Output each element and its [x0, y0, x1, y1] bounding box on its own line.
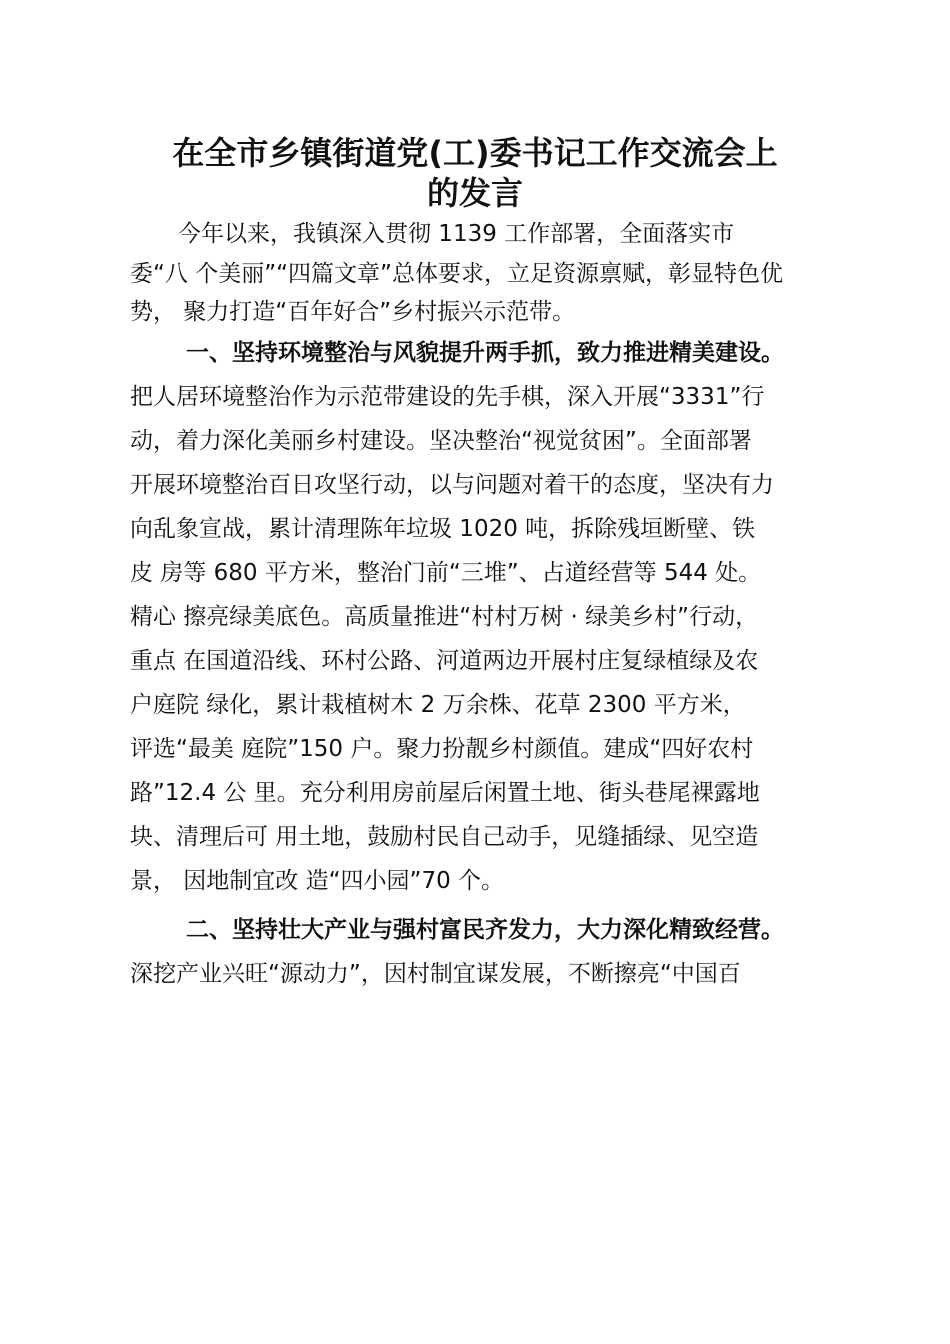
section-1-heading: 一、坚持环境整治与风貌提升两手抓，致力推进精美建设。: [186, 340, 784, 366]
section-1-line-1: 把人居环境整治作为示范带建设的先手棋，深入开展“3331”行: [130, 384, 765, 410]
document-title-line-2: 的发言: [426, 174, 523, 212]
section-1-line-7: 重点 在国道沿线、环村公路、河道两边开展村庄复绿植绿及农: [130, 648, 759, 674]
section-1-line-6: 精心 擦亮绿美底色。高质量推进“村村万树 · 绿美乡村”行动，: [130, 604, 759, 630]
section-1-line-4: 向乱象宣战，累计清理陈年垃圾 1020 吨，拆除残垣断壁、铁: [130, 516, 756, 542]
section-1-line-8: 户庭院 绿化，累计栽植树木 2 万余株、花草 2300 平方米，: [130, 692, 746, 718]
intro-line-3: 势， 聚力打造“百年好合”乡村振兴示范带。: [130, 299, 576, 325]
section-1-line-3: 开展环境整治百日攻坚行动，以与问题对着干的态度，坚决有力: [130, 472, 774, 498]
document-title-line-1: 在全市乡镇街道党(工)委书记工作交流会上: [172, 134, 778, 172]
intro-line-2: 委“八 个美丽”“四篇文章”总体要求，立足资源禀赋，彰显特色优: [130, 261, 783, 287]
section-1-line-5: 皮 房等 680 平方米，整治门前“三堆”、占道经营等 544 处。: [130, 560, 762, 586]
section-1-line-10: 路”12.4 公 里。充分利用房前屋后闲置土地、街头巷尾裸露地: [130, 780, 760, 806]
section-2-line-1: 深挖产业兴旺“源动力”，因村制宜谋发展，不断擦亮“中国百: [130, 961, 741, 987]
section-1-line-12: 景， 因地制宜改 造“四小园”70 个。: [130, 868, 505, 894]
section-1-line-9: 评选“最美 庭院”150 户。聚力扮靓乡村颜值。建成“四好农村: [130, 736, 754, 762]
intro-line-1: 今年以来，我镇深入贯彻 1139 工作部署，全面落实市: [178, 221, 735, 247]
section-1-line-11: 块、清理后可 用土地，鼓励村民自己动手，见缝插绿、见空造: [130, 824, 759, 850]
section-1-line-2: 动，着力深化美丽乡村建设。坚决整治“视觉贫困”。全面部署: [130, 428, 752, 454]
section-2-heading: 二、坚持壮大产业与强村富民齐发力，大力深化精致经营。: [186, 917, 784, 943]
